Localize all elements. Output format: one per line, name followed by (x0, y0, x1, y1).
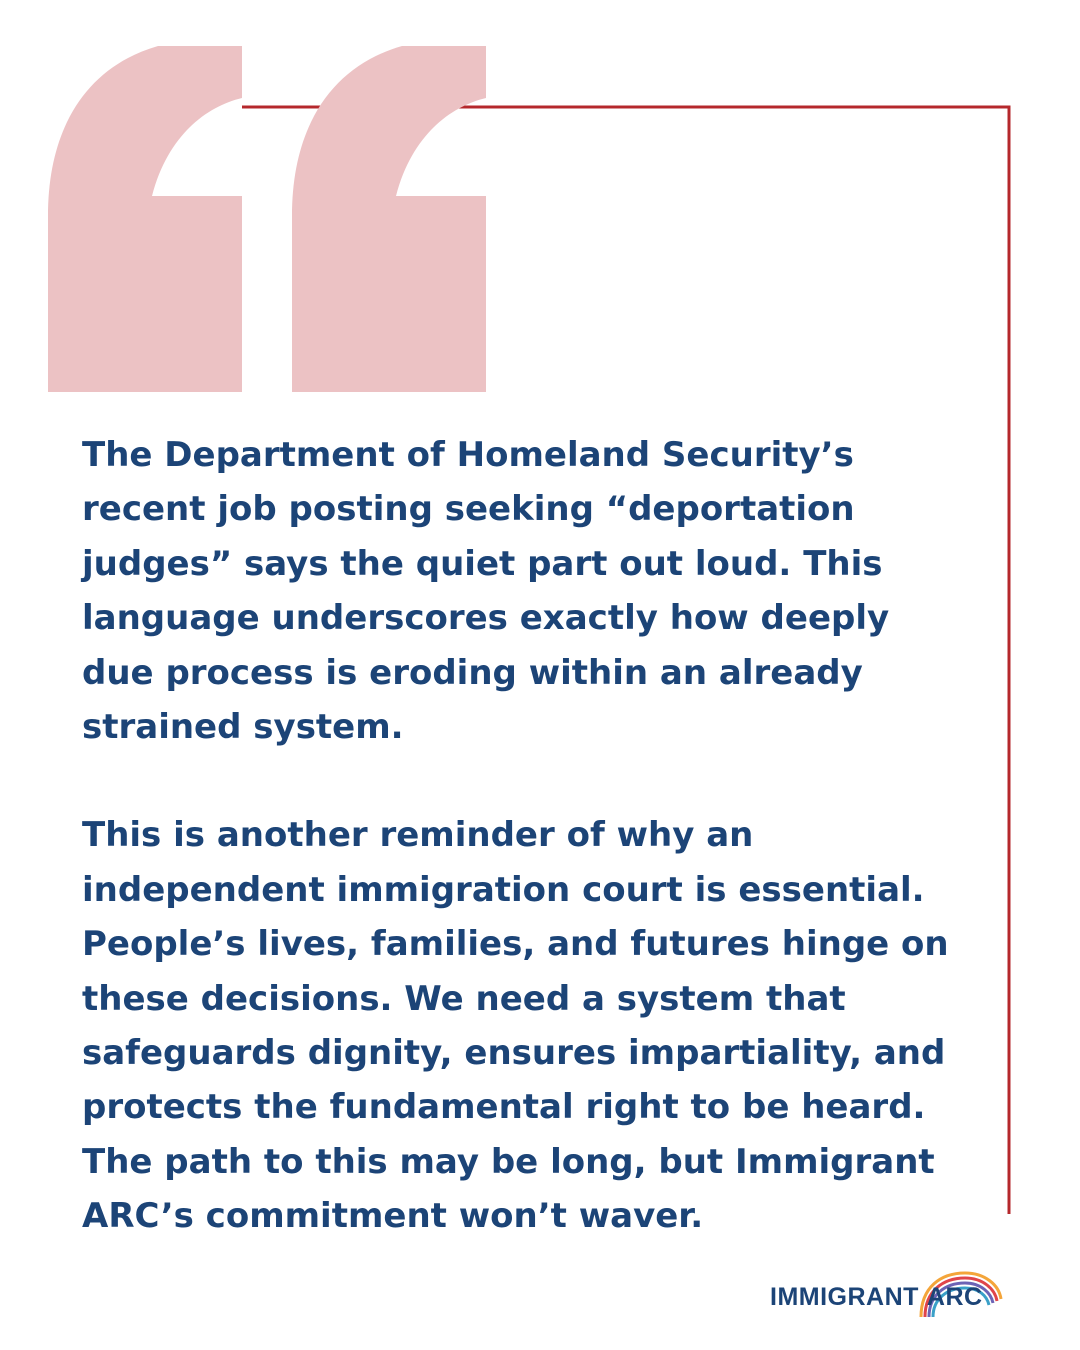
logo-arc-group (923, 1283, 983, 1312)
logo-word-arc: ARC (926, 1282, 983, 1311)
immigrant-arc-logo (770, 1272, 983, 1322)
quote-text (82, 428, 982, 1244)
quote-paragraph: The Department of Homeland Security’s recent job posting seeking “deportation judges” says the quiet part out loud. This language underscores exactly how deeply due process is eroding within an already strained system. (82, 435, 890, 748)
open-quote-icon (48, 46, 488, 392)
logo-word-immigrant: IMMIGRANT (770, 1282, 919, 1311)
quote-paragraph: This is another reminder of why an independent immigration court is essential. People’s lives, families, and futures hinge on these decisions. We need a system that safeguards dignity, ensures impartiality, and protects the fundamental right to be heard. The path to this may be long, but Immigrant ARC’s commitment won’t waver. (82, 815, 949, 1237)
